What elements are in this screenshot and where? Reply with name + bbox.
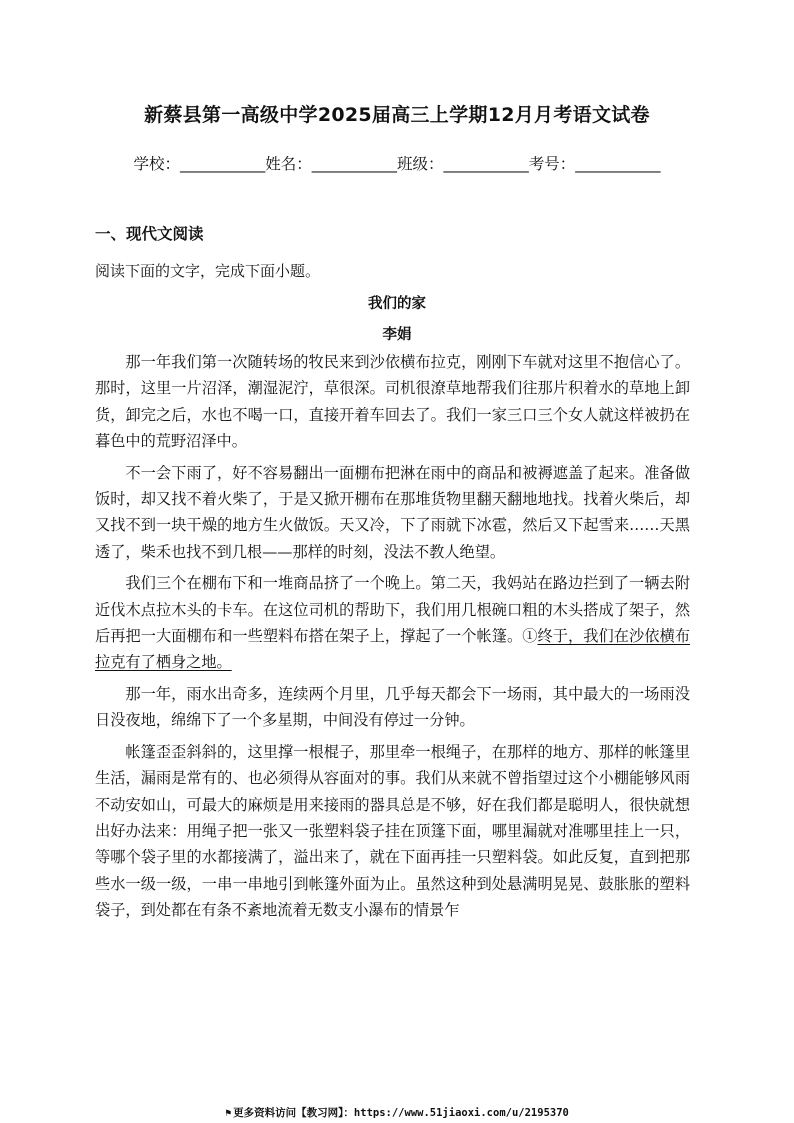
underlined-sentence: 终于，我们在沙依横布拉克有了栖身之地。 [95,627,691,672]
class-label: 班级： [397,155,444,173]
section-heading: 一、现代文阅读 [95,225,204,243]
essay-author: 李娟 [382,326,412,343]
school-blank: ___________ [179,155,266,173]
essay-body [95,349,690,929]
name-blank: ___________ [311,155,397,173]
essay-title: 我们的家 [368,295,426,312]
paragraph-2: 不一会下雨了，好不容易翻出一面棚布把淋在雨中的商品和被褥遮盖了起来。准备做饭时，却又找不着火柴了，于是又掀开棚布在那堆货物里翻天翻地地找。找着火柴后，却又找不到一块干燥的地方生火做饭。天又冷，下了雨就下冰雹，然后又下起雪来……天黑透了，柴禾也找不到几根——那样的时刻，没法不教人绝望。 [95,463,690,561]
class-blank: ___________ [443,155,529,173]
exam-number-label: 考号： [528,155,576,173]
sentence-marker: ① [522,627,538,646]
school-label: 学校： [133,155,180,173]
exam-title: 新蔡县第一高级中学2025届高三上学期12月月考语文试卷 [144,104,650,126]
paragraph-3-text: 我们三个在棚布下和一堆商品挤了一个晚上。第二天，我妈站在路边拦到了一辆去附近伐木点拉木头的卡车。在这位司机的帮助下，我们用几根碗口粗的木头搭成了架子，然后再把一大面棚布和一些塑料布搭在架子上，撑起了一个帐篷。 [95,574,690,646]
name-label: 姓名： [265,155,312,173]
footer-text: 更多资料访问【教习网】：https://www.51jiaoxi.com/u/2195370 [233,1107,569,1119]
paragraph-3 [95,570,690,676]
exam-number-blank: ___________ [575,155,661,173]
paragraph-4: 那一年，雨水出奇多，连续两个月里，几乎每天都会下一场雨，其中最大的一场雨没日没夜地，绵绵下了一个多星期，中间没有停过一分钟。 [95,684,690,730]
reading-instruction: 阅读下面的文字，完成下面小题。 [95,262,321,280]
flag-icon: ⚑ [225,1108,232,1119]
footer-link[interactable] [0,1105,794,1120]
paragraph-5: 帐篷歪歪斜斜的，这里撑一根棍子，那里牵一根绳子，在那样的地方、那样的帐篷里生活，漏雨是常有的、也必须得从容面对的事。我们从来就不曾指望过这个小棚能够风雨不动安如山，可最大的麻烦是用来接雨的器具总是不够，好在我们都是聪明人，很快就想出好办法来：用绳子把一张又一张塑料袋子挂在顶篷下面，哪里漏就对准哪里挂上一只，等哪个袋子里的水都接满了，溢出来了，就在下面再挂一只塑料袋。如此反复，直到把那些水一级一级，一串一串地引到帐篷外面为止。虽然这种到处悬满明晃晃、鼓胀胀的塑料袋子，到处都在有条不紊地流着无数支小瀑布的情景乍 [95,742,690,920]
student-info-fields [0,152,794,174]
paragraph-1: 那一年我们第一次随转场的牧民来到沙依横布拉克，刚刚下车就对这里不抱信心了。那时，这里一片沼泽，潮湿泥泞，草很深。司机很潦草地帮我们往那片积着水的草地上卸货，卸完之后，水也不喝一口，直接开着车回去了。我们一家三口三个女人就这样被扔在暮色中的荒野沼泽中。 [95,353,690,451]
